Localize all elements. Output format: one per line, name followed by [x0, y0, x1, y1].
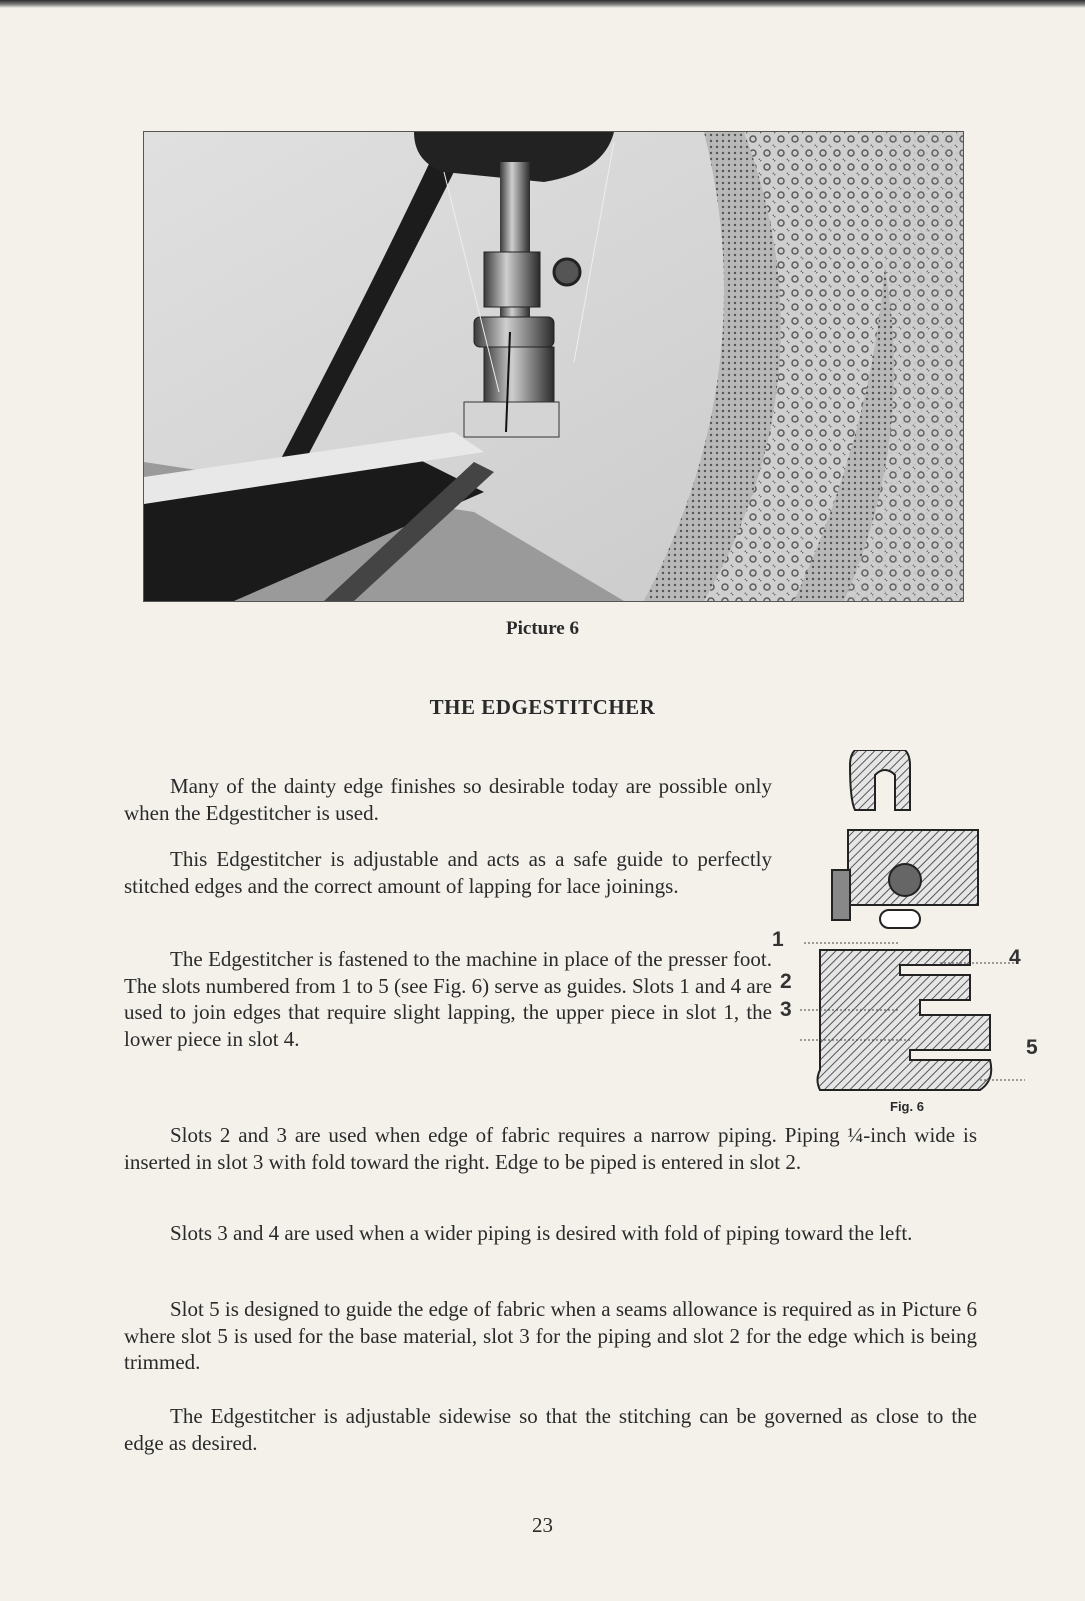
slot-number-4: 4	[1009, 946, 1021, 969]
edgestitcher-figure	[790, 750, 1050, 1110]
paragraph-1: Many of the dainty edge finishes so desirable today are possible only when the Edgestitcher is used.	[124, 774, 772, 825]
paragraph-7: The Edgestitcher is adjustable sidewise so that the stitching can be governed as close to the edge as desired.	[124, 1404, 977, 1455]
paragraph-2: This Edgestitcher is adjustable and acts as a safe guide to perfectly stitched edges and the correct amount of lapping for lace joinings.	[124, 847, 772, 898]
page-number: 23	[532, 1513, 553, 1537]
section-heading: THE EDGESTITCHER	[429, 695, 656, 719]
paragraph-3: The Edgestitcher is fastened to the machine in place of the presser foot. The slots numbered from 1 to 5 (see Fig. 6) serve as guides. Slots 1 and 4 are used to join edges that require slight lapping, the upper piece in slot 1, the lower piece in slot 4.	[124, 947, 772, 1051]
slot-number-3: 3	[780, 998, 792, 1021]
page-top-edge	[0, 0, 1085, 8]
slot-number-1: 1	[772, 928, 784, 951]
picture-caption: Picture 6	[506, 618, 579, 639]
sewing-machine-photo	[143, 131, 964, 602]
paragraph-6: Slot 5 is designed to guide the edge of fabric when a seams allowance is required as in Picture 6 where slot 5 is used for the base material, slot 3 for the piping and slot 2 for the edge which is being trimmed.	[124, 1297, 977, 1374]
paragraph-4: Slots 2 and 3 are used when edge of fabric requires a narrow piping. Piping ¼-inch wide is inserted in slot 3 with fold toward the right. Edge to be piped is entered in slot 2.	[124, 1123, 977, 1174]
slot-number-2: 2	[780, 970, 792, 993]
paragraph-5: Slots 3 and 4 are used when a wider piping is desired with fold of piping toward the left.	[170, 1221, 913, 1245]
figure-label: Fig. 6	[890, 1099, 924, 1114]
slot-number-5: 5	[1026, 1036, 1038, 1059]
